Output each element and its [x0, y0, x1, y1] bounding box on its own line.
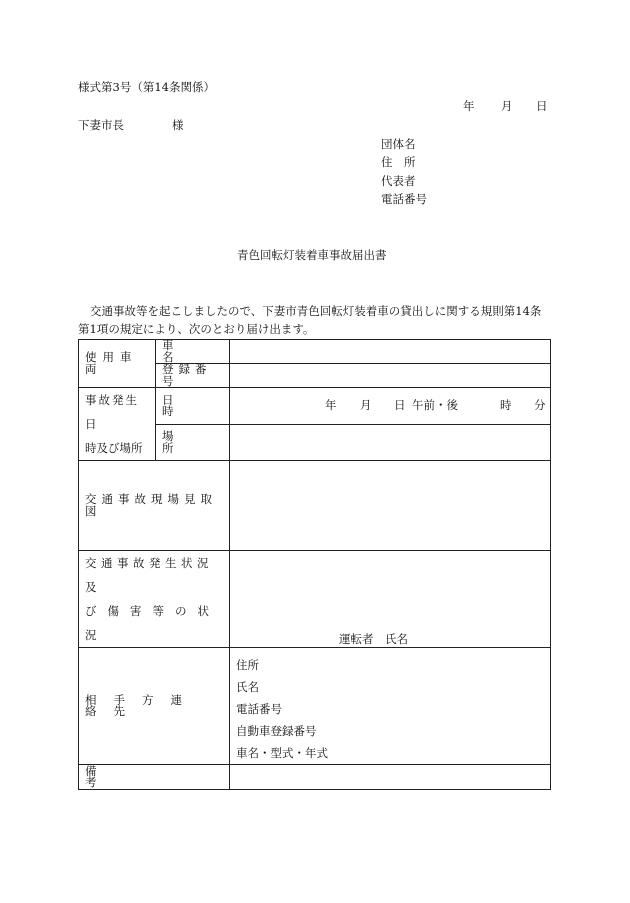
contact-field[interactable] — [230, 648, 551, 765]
site-map-field[interactable] — [230, 461, 551, 551]
dt-ampm: 午前・後 — [412, 398, 458, 413]
vehicle-name-field[interactable] — [230, 340, 551, 364]
contact-phone-label: 電話番号 — [236, 702, 282, 716]
date-month: 月 — [501, 99, 513, 113]
accident-group-line-2: 時及び場所 — [85, 441, 143, 455]
contact-registration-label: 自動車登録番号 — [236, 724, 317, 738]
applicant-address-label: 住 所 — [381, 155, 416, 169]
situation-label-cell — [79, 551, 230, 648]
vehicle-name-label-cell — [156, 340, 230, 364]
addressee-honorific: 様 — [172, 118, 184, 132]
addressee-name: 下妻市長 — [78, 118, 124, 132]
datetime-label-cell — [156, 388, 230, 425]
remarks-label: 備考 — [85, 763, 202, 789]
accident-group-line-1: 事故発生日 — [85, 393, 139, 431]
vehicle-name-label: 車名 — [162, 338, 214, 364]
intro-line-1: 交通事故等を起こしましたので、下妻市青色回転灯装着車の貸出しに関する規則第14条 — [90, 304, 542, 318]
form-number: 様式第3号（第14条関係） — [78, 80, 215, 94]
accident-report-table — [78, 339, 551, 790]
dt-minute: 分 — [534, 398, 546, 413]
place-label: 場所 — [162, 429, 214, 455]
dt-month: 月 — [360, 398, 372, 413]
contact-label: 相手方連絡先 — [85, 692, 199, 718]
date-year: 年 — [463, 99, 475, 113]
contact-address-label: 住所 — [236, 658, 259, 672]
site-map-label-cell — [79, 461, 230, 551]
contact-label-cell — [79, 648, 230, 765]
accident-group-cell — [79, 388, 156, 461]
applicant-phone-label: 電話番号 — [381, 192, 427, 206]
situation-label-line-2: び傷害等の状況 — [85, 604, 220, 642]
applicant-org-label: 団体名 — [381, 137, 416, 151]
document-title: 青色回転灯装着車事故届出書 — [237, 248, 387, 262]
registration-label: 登録番号 — [162, 362, 212, 388]
situation-label-line-1: 交通事故発生状況及 — [85, 556, 213, 594]
place-label-cell — [156, 425, 230, 461]
dt-year: 年 — [325, 398, 337, 413]
contact-name-label: 氏名 — [236, 680, 259, 694]
place-field[interactable] — [230, 425, 551, 461]
applicant-rep-label: 代表者 — [381, 174, 416, 188]
datetime-field[interactable] — [230, 388, 551, 425]
intro-line-2: 第1項の規定により、次のとおり届け出ます。 — [78, 322, 315, 336]
contact-model-label: 車名・型式・年式 — [236, 746, 328, 760]
registration-field[interactable] — [230, 364, 551, 388]
vehicle-group-label: 使用車両 — [85, 350, 138, 376]
remarks-label-cell — [79, 765, 230, 790]
vehicle-group-cell — [79, 340, 156, 388]
site-map-label: 交通事故現場見取図 — [85, 492, 217, 518]
date-day: 日 — [536, 99, 548, 113]
datetime-label: 日時 — [162, 392, 214, 419]
registration-label-cell — [156, 364, 230, 388]
driver-sign-label: 運転者 氏名 — [339, 631, 408, 646]
remarks-field[interactable] — [230, 765, 551, 790]
dt-hour: 時 — [500, 398, 512, 413]
situation-field[interactable] — [230, 551, 551, 648]
dt-day: 日 — [394, 398, 406, 413]
